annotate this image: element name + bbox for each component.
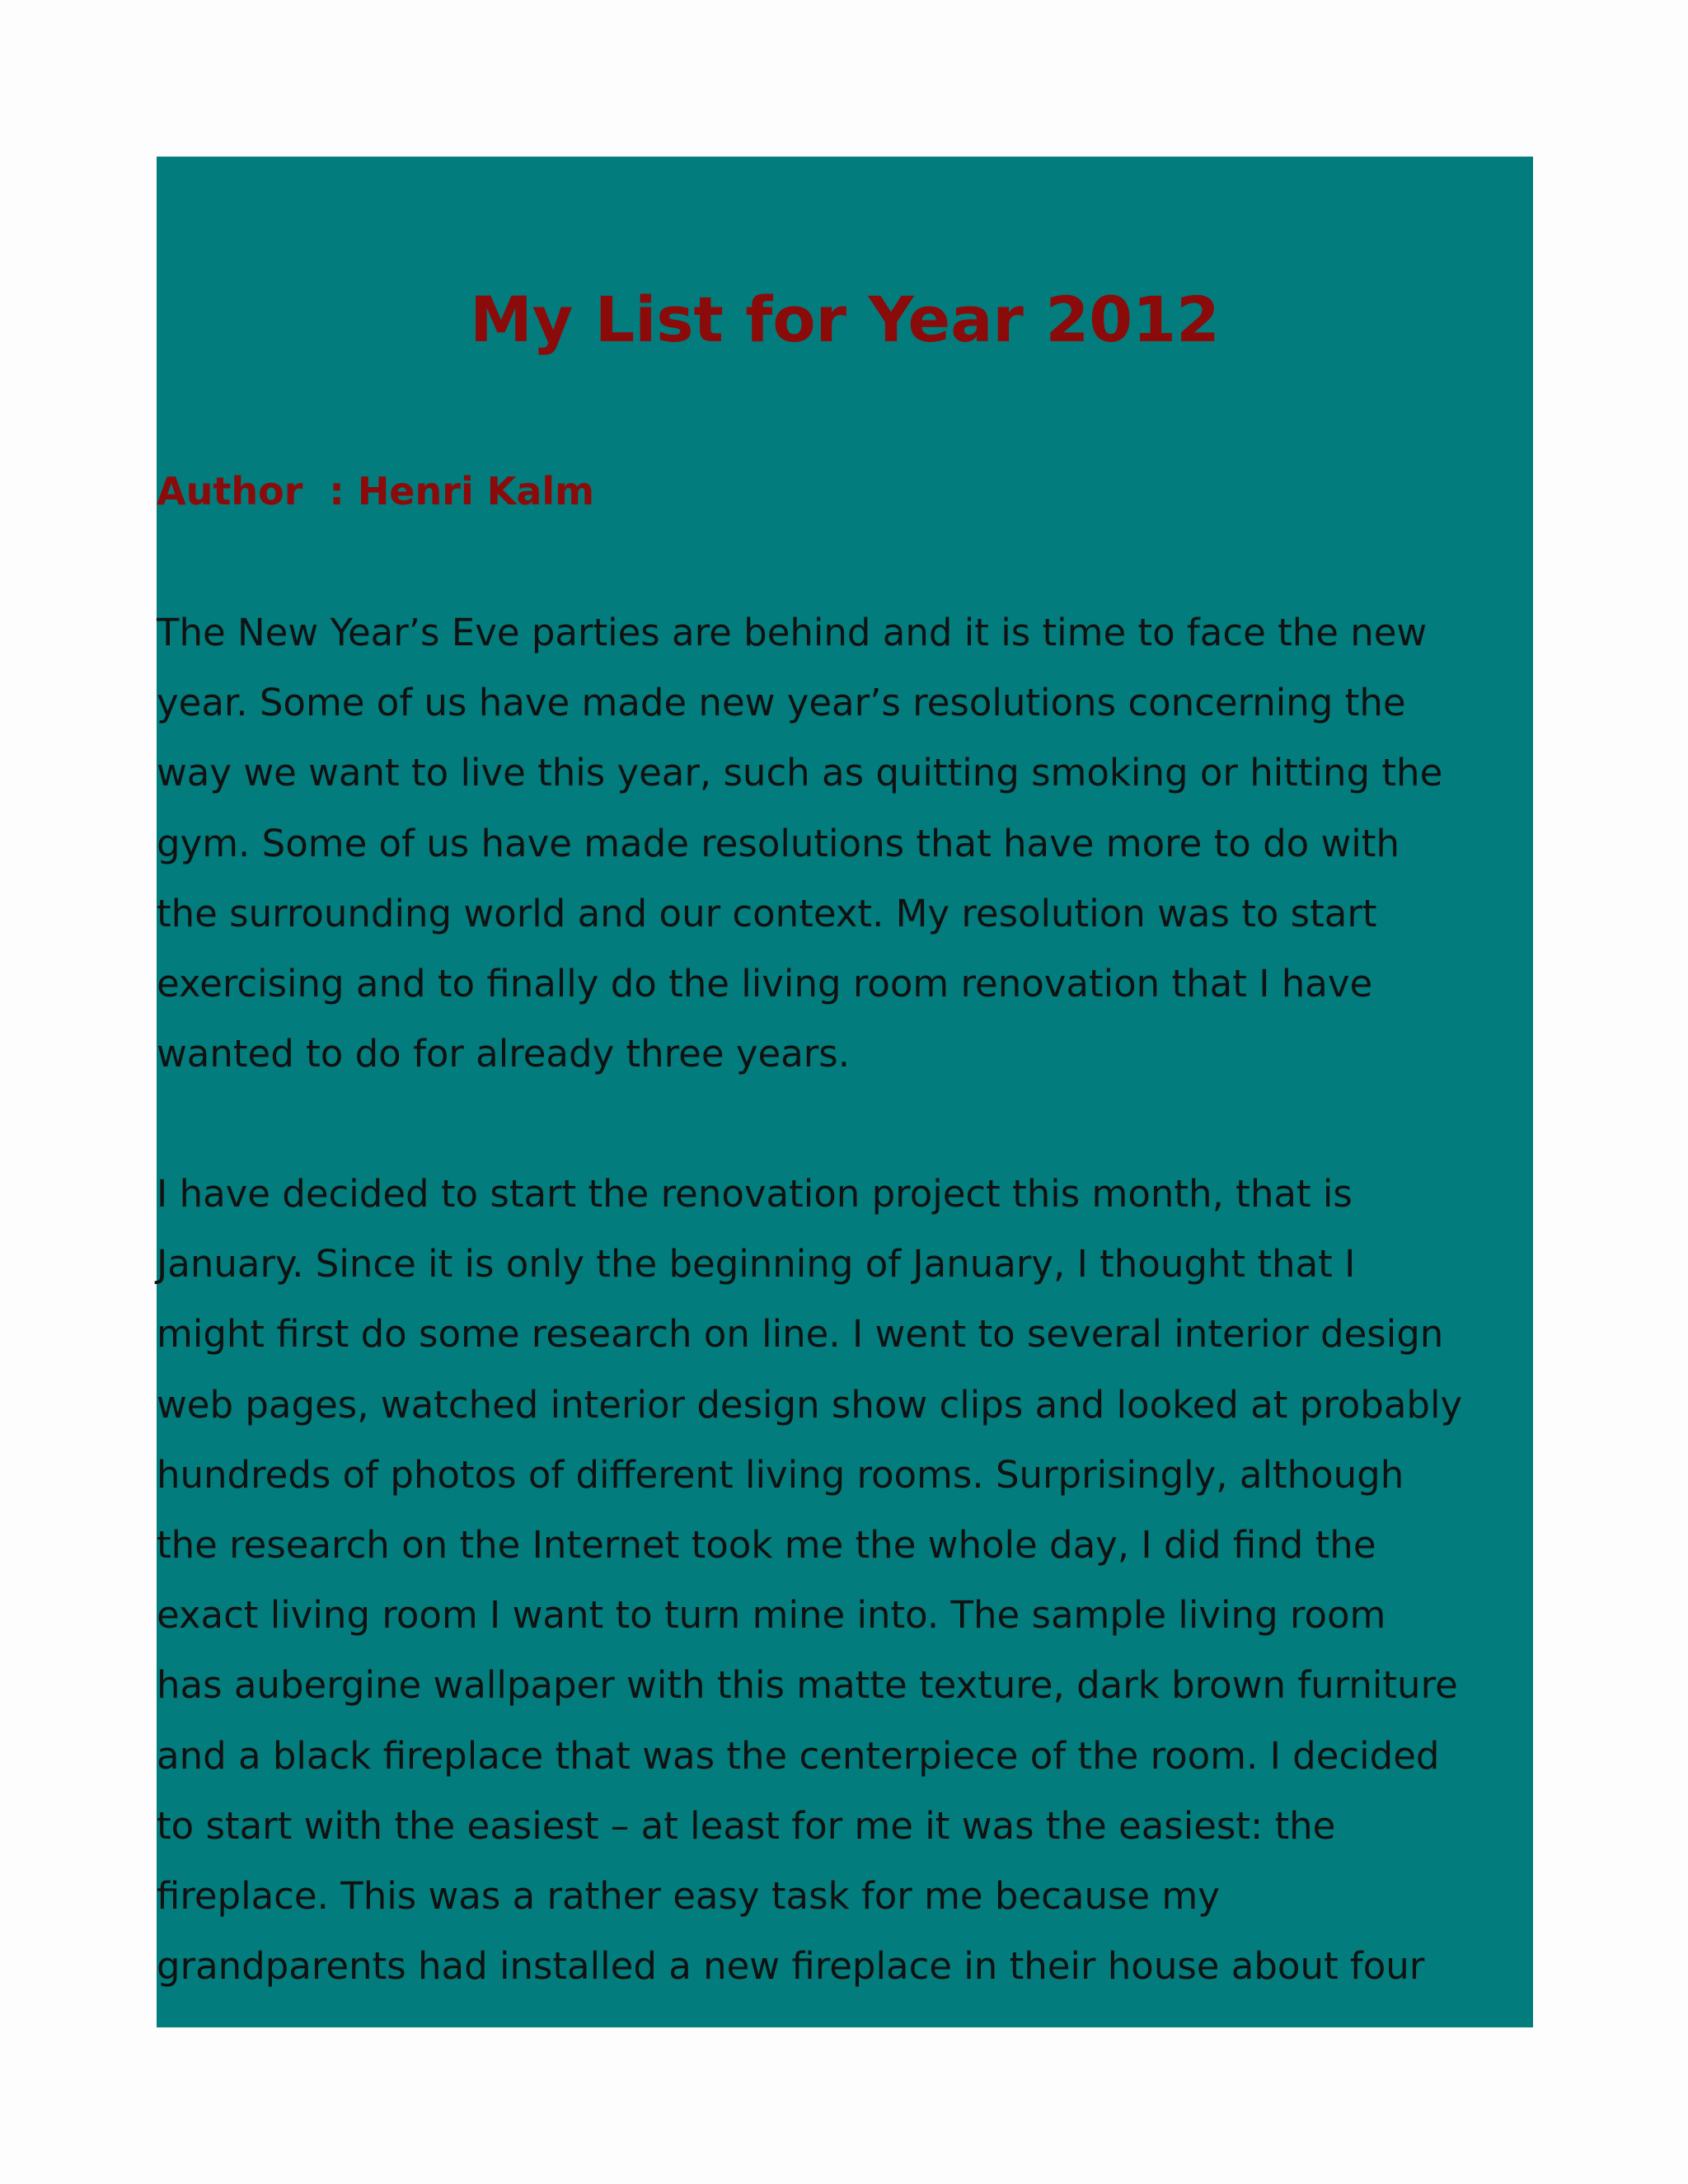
paragraph-line: and a black fireplace that was the centerpiece of the room. I decided [157, 1733, 1440, 1778]
paragraph-line: exact living room I want to turn mine into. The sample living room [157, 1593, 1386, 1638]
document-title: My List for Year 2012 [470, 283, 1220, 356]
paragraph-line: fireplace. This was a rather easy task for me because my [157, 1874, 1220, 1919]
paragraph-line: the research on the Internet took me the whole day, I did find the [157, 1523, 1376, 1568]
paragraph-line: gym. Some of us have made resolutions that have more to do with [157, 821, 1400, 865]
paragraph-line: The New Year’s Eve parties are behind and it is time to face the new [157, 611, 1428, 654]
paragraph-2 [157, 1159, 1537, 2001]
paragraph-line: exercising and to finally do the living room renovation that I have [157, 962, 1373, 1006]
paragraph-line: grandparents had installed a new fireplace in their house about four [157, 1944, 1425, 1989]
paragraph-line: might first do some research on line. I went to several interior design [157, 1312, 1444, 1357]
paragraph-line: wanted to do for already three years. [157, 1032, 851, 1076]
author-line: Author : Henri Kalm [157, 469, 595, 513]
paragraph-line: year. Some of us have made new year’s resolutions concerning the [157, 681, 1406, 725]
paragraph-line: the surrounding world and our context. My resolution was to start [157, 891, 1377, 935]
paragraph-line: has aubergine wallpaper with this matte texture, dark brown furniture [157, 1663, 1458, 1708]
paragraph-line: I have decided to start the renovation project this month, that is [157, 1172, 1353, 1216]
paragraph-line: to start with the easiest – at least for me it was the easiest: the [157, 1803, 1336, 1848]
paragraph-line: web pages, watched interior design show clips and looked at probably [157, 1382, 1463, 1427]
paragraph-line: way we want to live this year, such as quitting smoking or hitting the [157, 751, 1443, 795]
content-block [157, 157, 1533, 2027]
paragraph-line: January. Since it is only the beginning of January, I thought that I [157, 1242, 1356, 1286]
paragraph-1 [157, 598, 1537, 1089]
paragraph-line: hundreds of photos of different living rooms. Surprisingly, although [157, 1452, 1404, 1497]
